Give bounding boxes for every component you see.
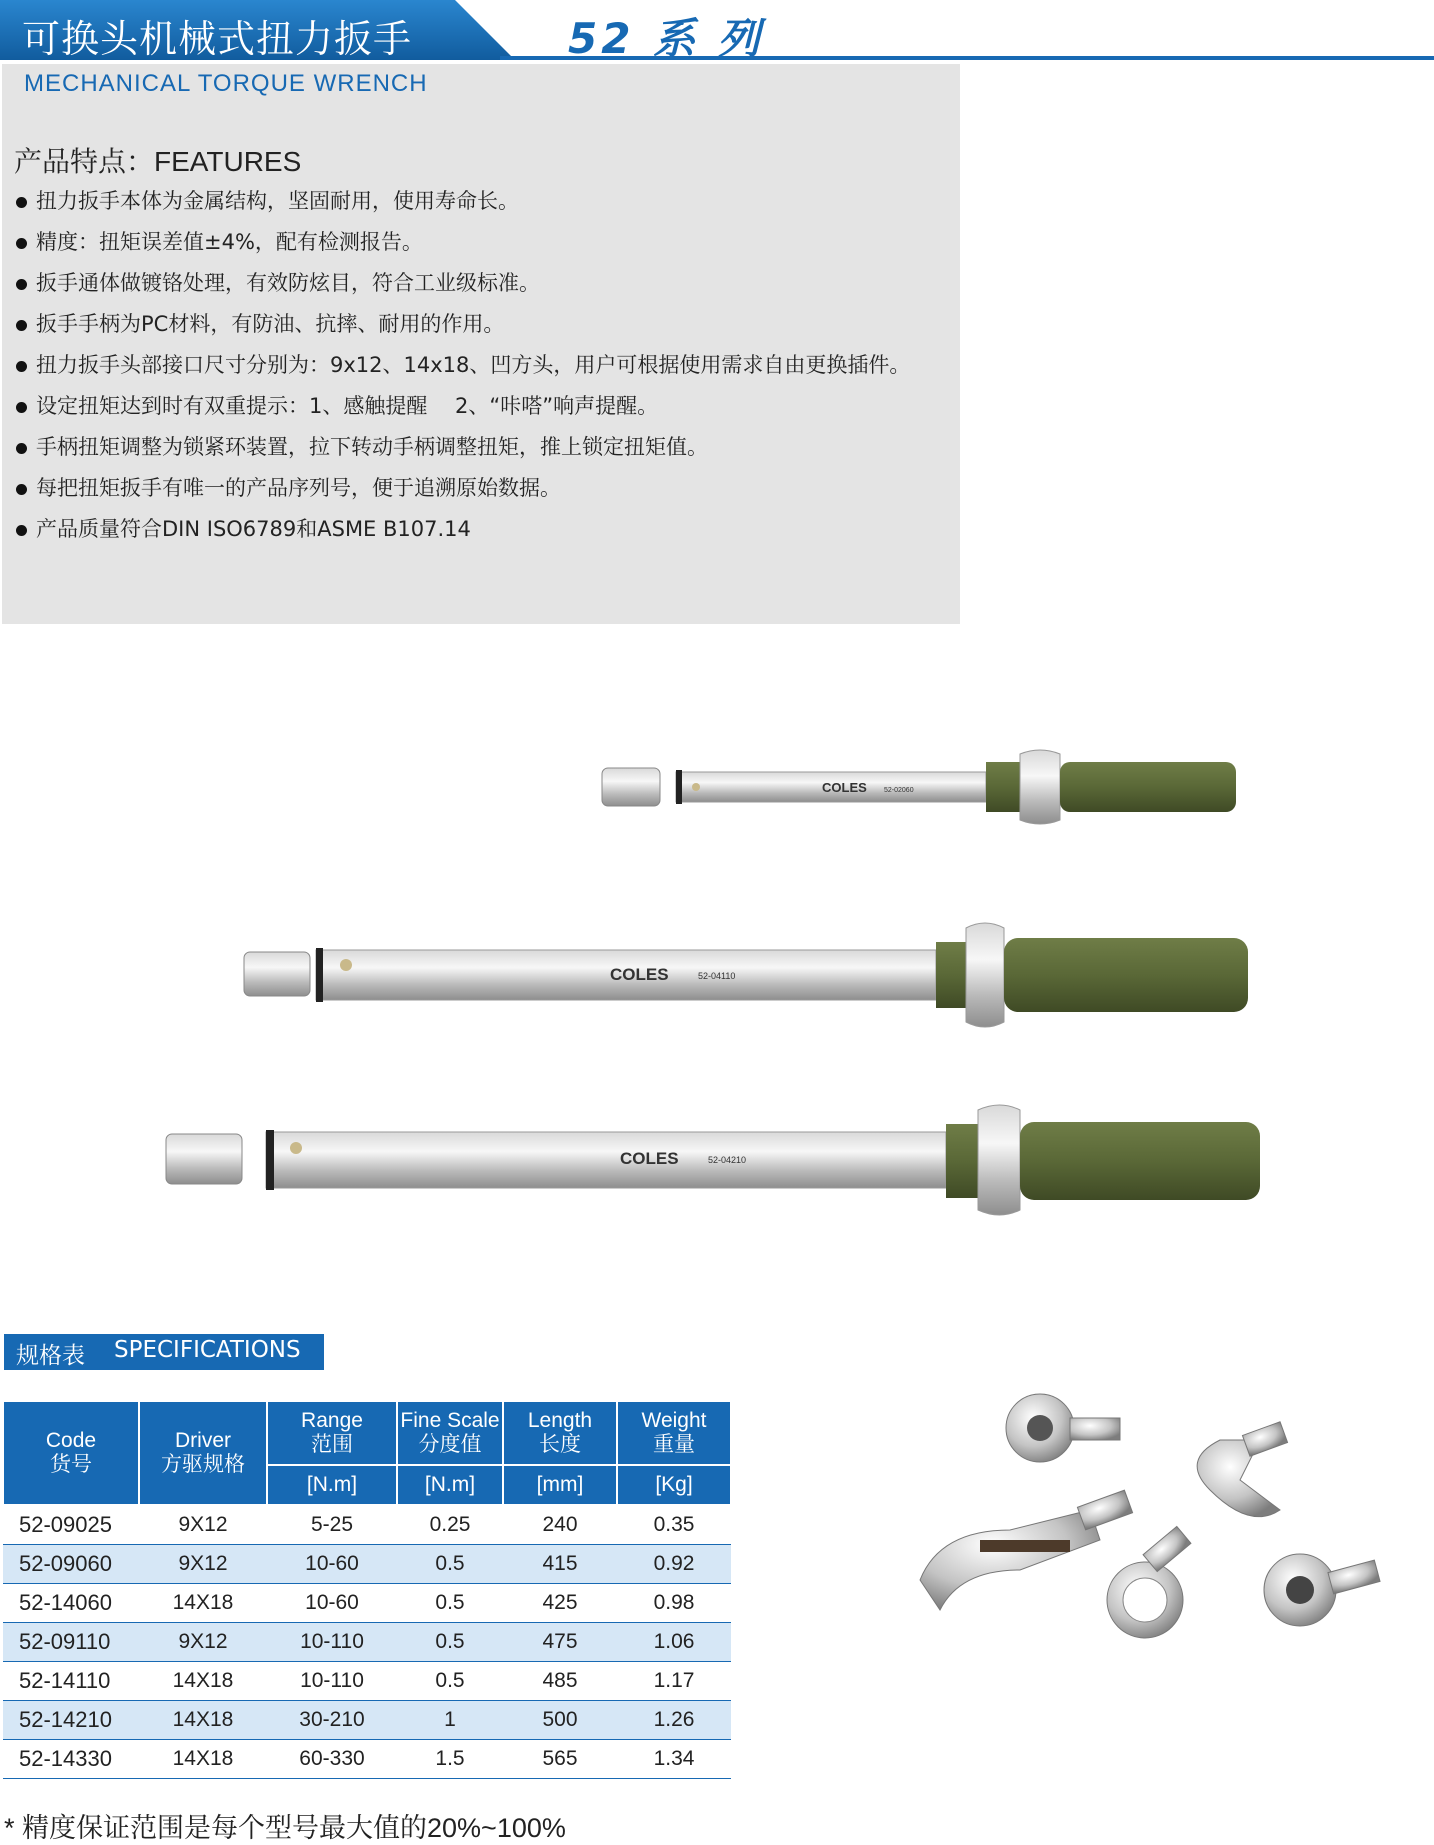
feature-item: 每把扭矩扳手有唯一的产品序列号，便于追溯原始数据。 (14, 473, 954, 514)
header-tab (0, 0, 520, 62)
bullet-icon (16, 525, 27, 536)
table-row: 52-14110 14X18 10-110 0.5 485 1.17 (3, 1662, 731, 1701)
bullet-icon (16, 197, 27, 208)
feature-item: 产品质量符合DIN ISO6789和ASME B107.14 (14, 514, 954, 555)
model-label: 52-04110 (698, 971, 736, 981)
specs-label-cn: 规格表 (16, 1343, 85, 1369)
col-fine-scale: Fine Scale 分度值 (397, 1401, 503, 1465)
brand-label: COLES (822, 780, 867, 795)
table-row: 52-14330 14X18 60-330 1.5 565 1.34 (3, 1740, 731, 1779)
col-weight: Weight 重量 (617, 1401, 731, 1465)
features-list (14, 186, 954, 555)
open-end-head-icon (1197, 1422, 1287, 1517)
wrench-long (166, 1105, 1260, 1215)
unit-length: [mm] (503, 1465, 617, 1505)
bullet-icon (16, 320, 27, 331)
bullet-icon (16, 238, 27, 249)
bullet-icon (16, 361, 27, 372)
bullet-icon (16, 279, 27, 290)
page-title: 可换头机械式扭力扳手 (22, 17, 413, 61)
specs-label-en: SPECIFICATIONS (114, 1337, 301, 1363)
feature-item: 手柄扭矩调整为锁紧环装置，拉下转动手柄调整扭矩，推上锁定扭矩值。 (14, 432, 954, 473)
wrench-short (602, 750, 1236, 824)
feature-item: 扳手手柄为PC材料，有防油、抗摔、耐用的作用。 (14, 309, 954, 350)
col-length: Length 长度 (503, 1401, 617, 1465)
specs-table (2, 1400, 732, 1779)
feature-item: 扭力扳手头部接口尺寸分别为：9x12、14x18、凹方头，用户可根据使用需求自由更换插件。 (14, 350, 954, 391)
ring-head-icon (1107, 1526, 1191, 1638)
series-title: 52 系 列 (568, 14, 764, 63)
table-row: 52-14060 14X18 10-60 0.5 425 0.98 (3, 1584, 731, 1623)
brand-label: COLES (620, 1149, 679, 1168)
ratchet-head-icon (1006, 1394, 1120, 1462)
feature-item: 扭力扳手本体为金属结构，坚固耐用，使用寿命长。 (14, 186, 954, 227)
accuracy-note: * 精度保证范围是每个型号最大值的20%~100% (4, 1813, 566, 1843)
wrenches-photo (0, 740, 1434, 1220)
table-row: 52-14210 14X18 30-210 1 500 1.26 (3, 1701, 731, 1740)
bullet-icon (16, 443, 27, 454)
specs-label (4, 1334, 324, 1370)
table-row: 52-09025 9X12 5-25 0.25 240 0.35 (3, 1505, 731, 1545)
model-label: 52-02060 (884, 787, 914, 794)
product-subtitle: MECHANICAL TORQUE WRENCH (24, 70, 428, 97)
feature-item: 扳手通体做镀铬处理，有效防炫目，符合工业级标准。 (14, 268, 954, 309)
features-heading: 产品特点：FEATURES (14, 146, 302, 177)
attachments-photo (900, 1380, 1400, 1680)
table-row: 52-09060 9X12 10-60 0.5 415 0.92 (3, 1545, 731, 1584)
table-row: 52-09110 9X12 10-110 0.5 475 1.06 (3, 1623, 731, 1662)
feature-item: 精度：扭矩误差值±4%，配有检测报告。 (14, 227, 954, 268)
bullet-icon (16, 402, 27, 413)
brand-label: COLES (610, 965, 669, 984)
col-code: Code 货号 (3, 1401, 139, 1505)
bullet-icon (16, 484, 27, 495)
col-range: Range 范围 (267, 1401, 397, 1465)
unit-weight: [Kg] (617, 1465, 731, 1505)
col-driver: Driver 方驱规格 (139, 1401, 267, 1505)
model-label: 52-04210 (708, 1155, 747, 1165)
feature-item: 设定扭矩达到时有双重提示：1、感触提醒 2、“咔嗒”响声提醒。 (14, 391, 954, 432)
unit-range: [N.m] (267, 1465, 397, 1505)
unit-fine-scale: [N.m] (397, 1465, 503, 1505)
adjustable-head-icon (920, 1490, 1133, 1610)
ratchet-head-2-icon (1264, 1554, 1380, 1626)
wrench-medium (244, 923, 1248, 1027)
